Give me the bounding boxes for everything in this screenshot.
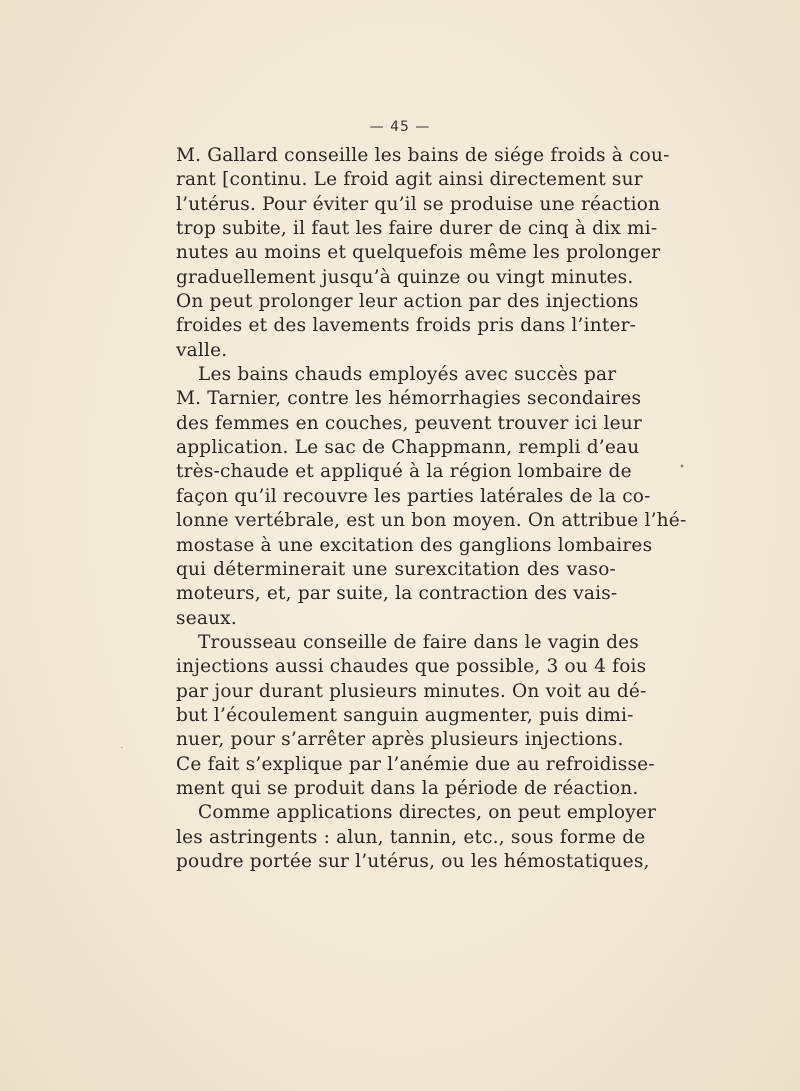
text-line: trop subite, il faut les faire durer de cinq à dix mi-	[176, 218, 658, 240]
text-line: ment qui se produit dans la période de réaction.	[176, 777, 639, 799]
text-line: les astringents : alun, tannin, etc., sous forme de	[176, 826, 646, 848]
text-line: M. Tarnier, contre les hémorrhagies secondaires	[176, 388, 642, 410]
text-line: des femmes en couches, peuvent trouver ici leur	[176, 412, 642, 434]
text-line: but l’écoulement sanguin augmenter, puis dimi-	[176, 704, 634, 726]
text-line: Ce fait s’explique par l’anémie due au refroidisse-	[176, 753, 655, 775]
text-line: mostase à une excitation des ganglions lombaires	[176, 534, 653, 556]
paper-speck: ˏ	[120, 738, 124, 749]
text-line: par jour durant plusieurs minutes. On voit au dé-	[176, 680, 647, 702]
text-line: M. Gallard conseille les bains de siége froids à cou-	[176, 145, 670, 166]
text-line: façon qu’il recouvre les parties latérales de la co-	[176, 485, 651, 507]
page-number: — 45 —	[369, 119, 431, 135]
text-line: moteurs, et, par suite, la contraction des vais-	[176, 583, 618, 605]
text-line: nuer, pour s’arrêter après plusieurs injections.	[176, 729, 624, 751]
text-line: Comme applications directes, on peut employer	[198, 802, 657, 824]
text-line: nutes au moins et quelquefois même les prolonger	[176, 242, 661, 264]
text-line: seaux.	[176, 607, 237, 629]
text-line: lonne vertébrale, est un bon moyen. On attribue l’hé-	[176, 510, 687, 532]
text-line: application. Le sac de Chappmann, rempli d’eau	[176, 437, 640, 459]
text-line: qui déterminerait une surexcitation des vaso-	[176, 558, 616, 580]
text-line: poudre portée sur l’utérus, ou les hémostatiques,	[176, 850, 650, 872]
text-line: rant [continu. Le froid agit ainsi directement sur	[176, 169, 643, 191]
text-line: On peut prolonger leur action par des injections	[176, 291, 639, 313]
text-line: très-chaude et appliqué à la région lombaire de	[176, 461, 632, 483]
body-text	[176, 144, 687, 874]
text-line: injections aussi chaudes que possible, 3 ou 4 fois	[176, 656, 647, 678]
paper-speck: •	[679, 462, 685, 473]
text-line: Trousseau conseille de faire dans le vagin des	[198, 631, 639, 653]
text-line: froides et des lavements froids pris dans l’inter-	[176, 315, 637, 337]
text-line: l’utérus. Pour éviter qu’il se produise une réaction	[176, 193, 661, 215]
text-line: graduellement jusqu’à quinze ou vingt minutes.	[176, 266, 634, 288]
text-line: valle.	[176, 339, 228, 361]
text-line: Les bains chauds employés avec succès par	[198, 364, 617, 386]
